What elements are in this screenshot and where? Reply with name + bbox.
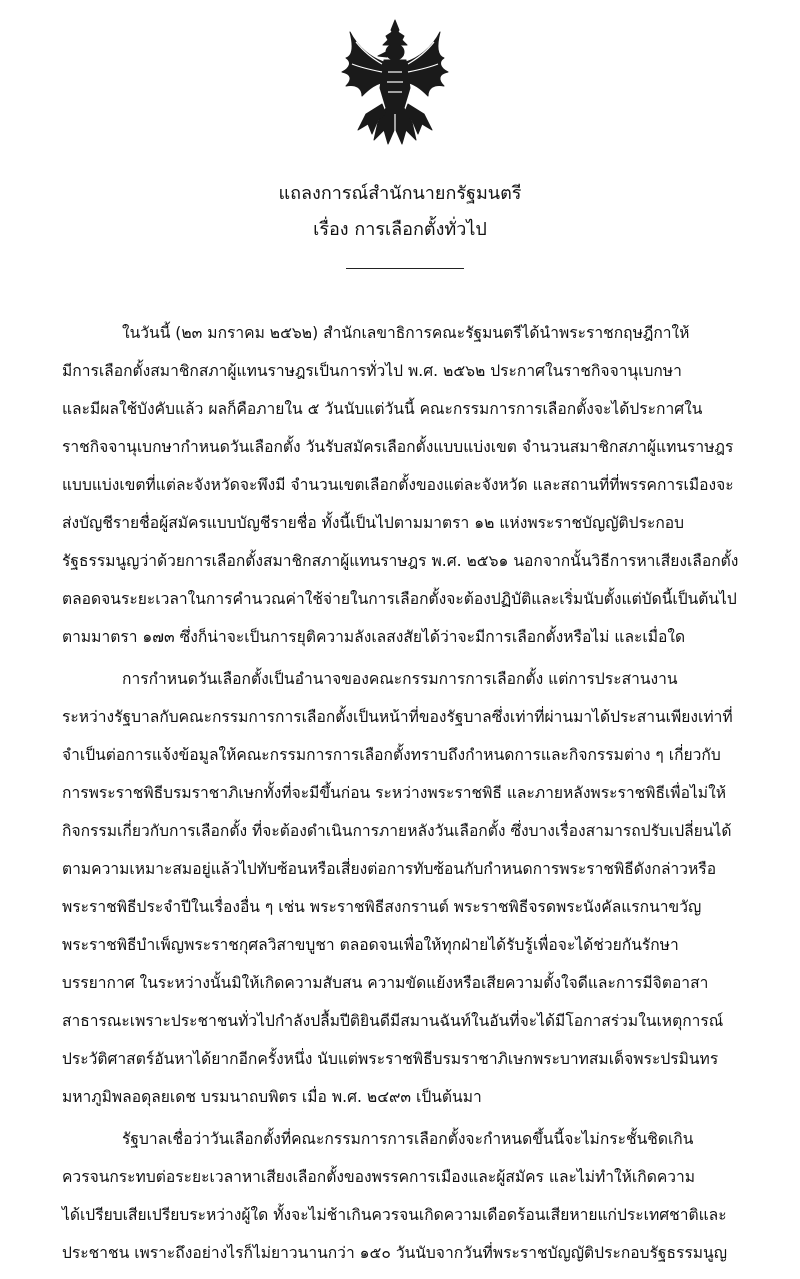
text-line: แบบแบ่งเขตที่แต่ละจังหวัดจะพึงมี จำนวนเขตเลือกตั้งของแต่ละจังหวัด และสถานที่ที่พรรคการเมืองจะ [62, 476, 734, 494]
text-line: มีการเลือกตั้งสมาชิกสภาผู้แทนราษฎรเป็นการทั่วไป พ.ศ. ๒๕๖๒ ประกาศในราชกิจจานุเบกษา [62, 362, 682, 380]
text-line: ตามความเหมาะสมอยู่แล้วไปทับซ้อนหรือเสี่ยงต่อการทับซ้อนกับกำหนดการพระราชพิธีดังกล่าวหรือ [62, 860, 717, 878]
text-line: มหาภูมิพลอดุลยเดช บรมนาถบพิตร เมื่อ พ.ศ. ๒๔๙๓ เป็นต้นมา [62, 1088, 482, 1106]
text-line: ตลอดจนระยะเวลาในการคำนวณค่าใช้จ่ายในการเลือกตั้งจะต้องปฏิบัติและเริ่มนับตั้งแต่บัดนี้เป็นต้นไป [62, 590, 737, 608]
announcement-subject: เรื่อง การเลือกตั้งทั่วไป [313, 219, 487, 240]
text-line: รัฐธรรมนูญว่าด้วยการเลือกตั้งสมาชิกสภาผู้แทนราษฎร พ.ศ. ๒๕๖๑ นอกจากนั้นวิธีการหาเสียงเลือกตั้ง [62, 552, 739, 570]
text-line: สาธารณะเพราะประชาชนทั่วไปกำลังปลื้มปีติยินดีมีสมานฉันท์ในอันที่จะได้มีโอกาสร่วมในเหตุการณ์ [62, 1012, 724, 1030]
text-line: และมีผลใช้บังคับแล้ว ผลก็คือภายใน ๕ วันนับแต่วันนี้ คณะกรรมการการเลือกตั้งจะได้ประกาศใน [62, 400, 703, 418]
text-line: ควรจนกระทบต่อระยะเวลาหาเสียงเลือกตั้งของพรรคการเมืองและผู้สมัคร และไม่ทำให้เกิดความ [62, 1168, 696, 1186]
text-line: ส่งบัญชีรายชื่อผู้สมัครแบบบัญชีรายชื่อ ทั้งนี้เป็นไปตามมาตรา ๑๒ แห่งพระราชบัญญัติประกอบ [62, 514, 685, 532]
text-line: กิจกรรมเกี่ยวกับการเลือกตั้ง ที่จะต้องดำเนินการภายหลังวันเลือกตั้ง ซึ่งบางเรื่องสามารถปรับเปลี่ยนได้ [62, 822, 732, 840]
garuda-emblem-icon [332, 18, 458, 158]
text-line: รัฐบาลเชื่อว่าวันเลือกตั้งที่คณะกรรมการการเลือกตั้งจะกำหนดขึ้นนี้จะไม่กระชั้นชิดเกิน [122, 1130, 694, 1148]
text-line: พระราชพิธีประจำปีในเรื่องอื่น ๆ เช่น พระราชพิธีสงกรานต์ พระราชพิธีจรดพระนังคัลแรกนาขวัญ [62, 898, 702, 916]
text-line: การพระราชพิธีบรมราชาภิเษกทั้งที่จะมีขึ้นก่อน ระหว่างพระราชพิธี และภายหลังพระราชพิธีเพื่อไม่ให้ [62, 784, 726, 802]
text-line: ระหว่างรัฐบาลกับคณะกรรมการการเลือกตั้งเป็นหน้าที่ของรัฐบาลซึ่งเท่าที่ผ่านมาได้ประสานเพียงเท่าที่ [62, 708, 733, 726]
text-line: ประวัติศาสตร์อันหาได้ยากอีกครั้งหนึ่ง นับแต่พระราชพิธีบรมราชาภิเษกพระบาทสมเด็จพระปรมินทร [62, 1050, 719, 1068]
text-line: ประชาชน เพราะถึงอย่างไรก็ไม่ยาวนานกว่า ๑๕๐ วันนับจากวันที่พระราชบัญญัติประกอบรัฐธรรมนูญ [62, 1244, 728, 1262]
text-line: พระราชพิธีบำเพ็ญพระราชกุศลวิสาขบูชา ตลอดจนเพื่อให้ทุกฝ่ายได้รับรู้เพื่อจะได้ช่วยกันรักษา [62, 936, 679, 954]
title-divider [346, 268, 464, 269]
text-line: ในวันนี้ (๒๓ มกราคม ๒๕๖๒) สำนักเลขาธิการคณะรัฐมนตรีได้นำพระราชกฤษฎีกาให้ [122, 324, 690, 342]
text-line: บรรยากาศ ในระหว่างนั้นมิให้เกิดความสับสน ความขัดแย้งหรือเสียความตั้งใจดีและการมีจิตอาสา [62, 974, 709, 992]
text-line: ตามมาตรา ๑๗๓ ซึ่งก็น่าจะเป็นการยุติความลังเลสงสัยได้ว่าจะมีการเลือกตั้งหรือไม่ และเมื่อใด [62, 628, 686, 646]
text-line: ราชกิจจานุเบกษากำหนดวันเลือกตั้ง วันรับสมัครเลือกตั้งแบบแบ่งเขต จำนวนสมาชิกสภาผู้แทนราษฎร [62, 438, 734, 456]
announcement-title: แถลงการณ์สำนักนายกรัฐมนตรี [278, 183, 522, 204]
text-line: จำเป็นต่อการแจ้งข้อมูลให้คณะกรรมการการเลือกตั้งทราบถึงกำหนดการและกิจกรรมต่าง ๆ เกี่ยวกับ [62, 746, 721, 764]
text-line: ได้เปรียบเสียเปรียบระหว่างผู้ใด ทั้งจะไม่ช้าเกินควรจนเกิดความเดือดร้อนเสียหายแก่ประเทศชาติและ [62, 1206, 727, 1224]
text-line: การกำหนดวันเลือกตั้งเป็นอำนาจของคณะกรรมการการเลือกตั้ง แต่การประสานงาน [122, 670, 678, 688]
